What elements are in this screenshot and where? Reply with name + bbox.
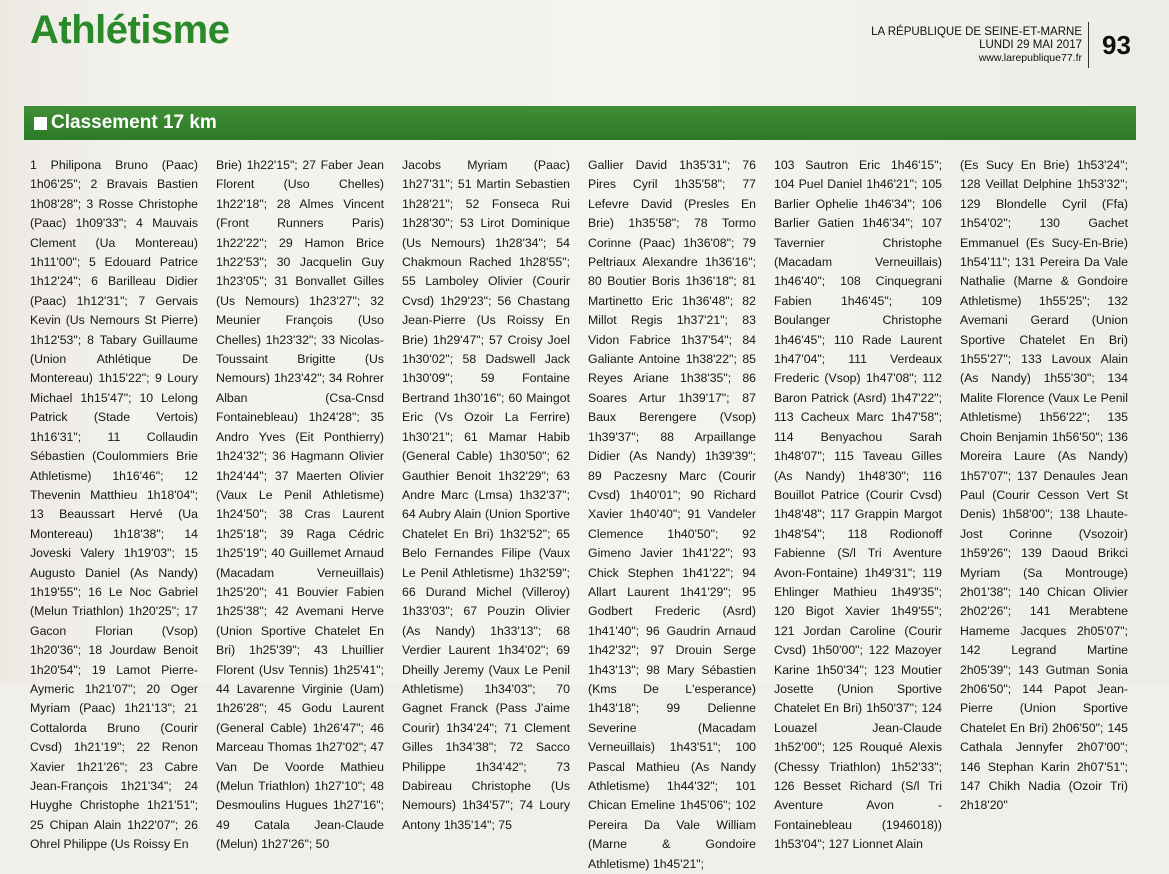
results-text: 103 Sautron Eric 1h46'15"; 104 Puel Daniel 1h46'21"; 105 Barlier Ophelie 1h46'34"; 106 Barlier Gatien 1h46'34"; 107 Tavernier Christophe (Macadam Verneuillais) 1h46'40"; 108 Cinquegrani Fabien 1h46'45"; 109 Boulanger Christophe 1h46'45"; 110 Rade Laurent 1h47'04"; 111 Verdeaux Frederic (Vsop) 1h47'08"; 112 Baron Patrick (Asrd) 1h47'22"; 113 Cacheux Marc 1h47'58"; 114 Benyachou Sarah 1h48'07"; 115 Taveau Gilles (As Nandy) 1h48'30"; 116 Bouillot Patrice (Courir Cvsd) 1h48'48"; 117 Grappin Margot 1h48'54"; 118 Rodionoff Fabienne (S/l Tri Aventure Avon-Fontaine) 1h49'31"; 119 Ehlinger Mathieu 1h49'35"; 120 Bigot Xavier 1h49'55"; 121 Jordan Caroline (Courir Cvsd) 1h50'00"; 122 Mazoyer Karine 1h50'34"; 123 Moutier Josette (Union Sportive Chatelet En Bri) 1h50'37"; 124 Louazel Jean-Claude 1h52'00"; 125 Rouqué Alexis (Chessy Triathlon) 1h52'33"; 126 Besset Richard (S/l Tri Aventure Avon - Fontainebleau (1946018)) 1h53'04"; 127 Lionnet Alain bbox=[774, 158, 942, 852]
masthead bbox=[871, 26, 1082, 65]
publication-name: LA RÉPUBLIQUE DE SEINE-ET-MARNE bbox=[871, 26, 1082, 38]
results-column-2 bbox=[216, 156, 384, 855]
results-text: Jacobs Myriam (Paac) 1h27'31"; 51 Martin Sebastien 1h28'21"; 52 Fonseca Rui 1h28'30"; 53 Lirot Dominique (Us Nemours) 1h28'34"; 54 Chakmoun Rached 1h28'55"; 55 Lamboley Olivier (Courir Cvsd) 1h29'23"; 56 Chastang Jean-Pierre (Us Roissy En Brie) 1h29'47"; 57 Croisy Joel 1h30'02"; 58 Dadswell Jack 1h30'09"; 59 Fontaine Bertrand 1h30'16"; 60 Maingot Eric (Vs Ozoir La Ferrire) 1h30'21"; 61 Mamar Habib (General Cable) 1h30'50"; 62 Gauthier Benoit 1h32'29"; 63 Andre Marc (Lmsa) 1h32'37"; 64 Aubry Alain (Union Sportive Chatelet En Bri) 1h32'52"; 65 Belo Fernandes Filipe (Vaux Le Penil Athletisme) 1h32'59"; 66 Durand Michel (Villeroy) 1h33'03"; 67 Pouzin Olivier (As Nandy) 1h33'13"; 68 Verdier Laurent 1h34'02"; 69 Dheilly Jeremy (Vaux Le Penil Athletisme) 1h34'03"; 70 Gagnet Franck (Pass J'aime Courir) 1h34'24"; 71 Clement Gilles 1h34'38"; 72 Sacco Philippe 1h34'42"; 73 Dabireau Christophe (Us Nemours) 1h34'57"; 74 Loury Antony 1h35'14"; 75 bbox=[402, 158, 570, 832]
results-column-4 bbox=[588, 156, 756, 874]
website-link[interactable]: www.larepublique77.fr bbox=[978, 52, 1082, 64]
results-banner bbox=[24, 106, 1136, 140]
results-banner-title: Classement 17 km bbox=[51, 112, 217, 133]
results-column-1 bbox=[30, 156, 198, 855]
banner-square-icon bbox=[34, 117, 47, 130]
results-text: 1 Philipona Bruno (Paac) 1h06'25"; 2 Bravais Bastien 1h08'28"; 3 Rosse Christophe (Paac) 1h09'33"; 4 Mauvais Clement (Ua Montereau) 1h11'00"; 5 Edouard Patrice 1h12'24"; 6 Barilleau Didier (Paac) 1h12'31"; 7 Gervais Kevin (Us Nemours St Pierre) 1h12'53"; 8 Tabary Guillaume (Union Athlétique De Montereau) 1h15'22"; 9 Loury Michael 1h15'47"; 10 Lelong Patrick (Stade Vertois) 1h16'31"; 11 Collaudin Sébastien (Coulommiers Brie Athletisme) 1h16'46"; 12 Thevenin Matthieu 1h18'04"; 13 Beaussart Hervé (Ua Montereau) 1h18'38"; 14 Joveski Valery 1h19'03"; 15 Augusto Daniel (As Nandy) 1h19'55"; 16 Le Noc Gabriel (Melun Triathlon) 1h20'25"; 17 Gacon Florian (Vsop) 1h20'36"; 18 Jourdaw Benoit 1h20'54"; 19 Lamot Pierre-Aymeric 1h21'07"; 20 Oger Myriam (Paac) 1h21'13"; 21 Cottalorda Bruno (Courir Cvsd) 1h21'19"; 22 Renon Xavier 1h21'26"; 23 Cabre Jean-François 1h21'34"; 24 Huyghe Christophe 1h21'51"; 25 Chipan Alain 1h22'07"; 26 Ohrel Philippe (Us Roissy En bbox=[30, 158, 198, 852]
results-text: Gallier David 1h35'31"; 76 Pires Cyril 1h35'58"; 77 Lefevre David (Presles En Brie) 1h35'58"; 78 Tormo Corinne (Paac) 1h36'08"; 79 Peltriaux Alexandre 1h36'16"; 80 Boutier Boris 1h36'18"; 81 Martinetto Eric 1h36'48"; 82 Millot Regis 1h37'21"; 83 Vidon Fabrice 1h37'54"; 84 Galiante Antoine 1h38'22"; 85 Reyes Ariane 1h38'35"; 86 Soares Artur 1h39'17"; 87 Baux Berengere (Vsop) 1h39'37"; 88 Arpaillange Didier (As Nandy) 1h39'39"; 89 Paczesny Marc (Courir Cvsd) 1h40'01"; 90 Richard Xavier 1h40'40"; 91 Vandeler Clemence 1h40'50"; 92 Gimeno Javier 1h41'22"; 93 Chick Stephen 1h41'22"; 94 Allart Laurent 1h41'29"; 95 Godbert Frederic (Asrd) 1h41'40"; 96 Gaudrin Arnaud 1h42'32"; 97 Drouin Serge 1h43'13"; 98 Mary Sébastien (Kms De L'esperance) 1h43'18"; 99 Delienne Severine (Macadam Verneuillais) 1h43'51"; 100 Pascal Mathieu (As Nandy Athletisme) 1h44'32"; 101 Chican Emeline 1h45'06"; 102 Pereira Da Vale William (Marne & Gondoire Athletisme) 1h45'21"; bbox=[588, 158, 756, 871]
results-column-6 bbox=[960, 156, 1128, 816]
results-column-3 bbox=[402, 156, 570, 835]
page-number: 93 bbox=[1102, 30, 1131, 60]
results-columns bbox=[30, 156, 1146, 871]
section-title: Athlétisme bbox=[30, 8, 230, 52]
results-text: Brie) 1h22'15"; 27 Faber Jean Florent (Uso Chelles) 1h22'18"; 28 Almes Vincent (Front Runners Paris) 1h22'22"; 29 Hamon Brice 1h22'53"; 30 Jacquelin Guy 1h23'05"; 31 Bonvallet Gilles (Us Nemours) 1h23'27"; 32 Meunier François (Uso Chelles) 1h23'32"; 33 Nicolas-Toussaint Brigitte (Us Nemours) 1h23'42"; 34 Rohrer Alban (Csa-Cnsd Fontainebleau) 1h24'28"; 35 Andro Yves (Eit Ponthierry) 1h24'32"; 36 Hagmann Olivier 1h24'44"; 37 Maerten Olivier (Vaux Le Penil Athletisme) 1h24'50"; 38 Cras Laurent 1h25'18"; 39 Raga Cédric 1h25'19"; 40 Guillemet Arnaud (Macadam Verneuillais) 1h25'20"; 41 Bouvier Fabien 1h25'38"; 42 Avemani Herve (Union Sportive Chatelet En Bri) 1h25'39"; 43 Lhuillier Florent (Usv Tennis) 1h25'41"; 44 Lavarenne Virginie (Uam) 1h26'28"; 45 Godu Laurent (General Cable) 1h26'47"; 46 Marceau Thomas 1h27'02"; 47 Van De Voorde Mathieu (Melun Triathlon) 1h27'10"; 48 Desmoulins Hugues 1h27'16"; 49 Catala Jean-Claude (Melun) 1h27'26"; 50 bbox=[216, 158, 384, 852]
header-divider bbox=[1088, 22, 1089, 68]
publication-date: LUNDI 29 MAI 2017 bbox=[979, 39, 1082, 51]
results-text: (Es Sucy En Brie) 1h53'24"; 128 Veillat Delphine 1h53'32"; 129 Blondelle Cyril (Ffa) 1h54'02"; 130 Gachet Emmanuel (Es Sucy-En-Brie) 1h54'11"; 131 Pereira Da Vale Nathalie (Marne & Gondoire Athletisme) 1h55'25"; 132 Avemani Gerard (Union Sportive Chatelet En Bri) 1h55'27"; 133 Lavoux Alain (As Nandy) 1h55'30"; 134 Malite Florence (Vaux Le Penil Athletisme) 1h56'22"; 135 Choin Benjamin 1h56'50"; 136 Moreira Laure (As Nandy) 1h57'07"; 137 Denaules Jean Paul (Courir Cesson Vert St Denis) 1h58'00"; 138 Lhaute-Jost Corinne (Vsozoir) 1h59'26"; 139 Daoud Brikci Myriam (Sa Montrouge) 2h01'38"; 140 Chican Olivier 2h02'26"; 141 Merabtene Hameme Jacques 2h05'07"; 142 Legrand Martine 2h05'39"; 143 Gutman Sonia 2h06'50"; 144 Papot Jean-Pierre (Union Sportive Chatelet En Bri) 2h06'50"; 145 Cathala Jennyfer 2h07'00"; 146 Stephan Karin 2h07'51"; 147 Chikh Nadia (Ozoir Tri) 2h18'20" bbox=[960, 158, 1128, 813]
results-column-5 bbox=[774, 156, 942, 855]
